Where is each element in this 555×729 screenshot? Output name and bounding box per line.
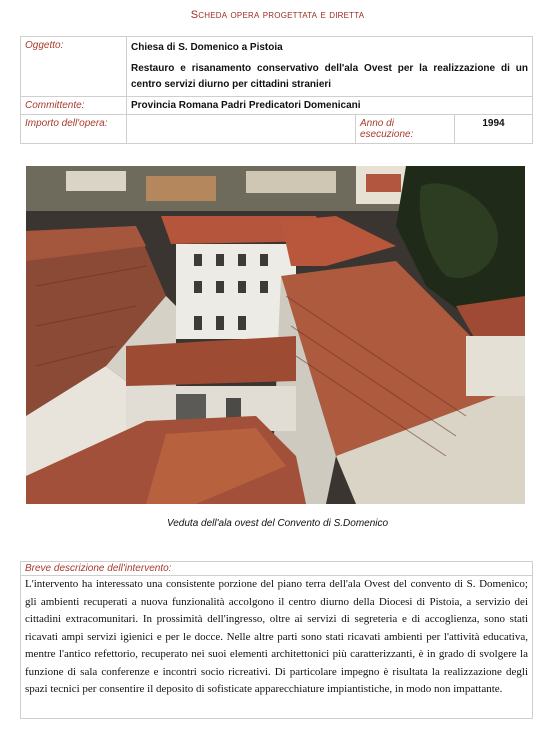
committente-value: Provincia Romana Padri Predicatori Domenicani bbox=[127, 97, 533, 115]
importo-label: Importo dell'opera: bbox=[21, 115, 127, 144]
oggetto-description: Restauro e risanamento conservativo dell'ala Ovest per la realizzazione di un centro servizi diurno per cittadini stranieri bbox=[131, 63, 528, 90]
sheet-title: Scheda opera progettata e diretta bbox=[190, 9, 365, 21]
oggetto-row bbox=[21, 37, 533, 97]
importo-row bbox=[21, 115, 533, 144]
oggetto-title: Chiesa di S. Domenico a Pistoia bbox=[131, 42, 283, 53]
photo-caption: Veduta dell'ala ovest del Convento di S.Domenico bbox=[166, 518, 389, 529]
description-text: L'intervento ha interessato una consistente porzione del piano terra dell'ala Ovest del convento di S. Domenico; gli ambienti recuperati a nuova funzionalità accolgono il centro diurno della Diocesi di Pistoia, a servizio dei cittadini extracomunitari. In prossimità dell'ingresso, oltre ai servizi di segreteria e di accoglienza, sono stati ricavati ampi servizi igienici e per le docce. Nelle altre parti sono stati ricavati ambienti per l'attività educativa, mentre l'antico refettorio, recuperato nei suoi elementi architettonici più caratterizzanti, è in grado di svolgere la funzione di sala conferenze e incontri socio ricreativi. Di particolare impegno è risultata la realizzazione degli spazi tecnici per consentire il deposito di sofisticate apparecchiature impiantistiche, in modo non impattante. bbox=[25, 578, 528, 695]
oggetto-value bbox=[127, 37, 533, 97]
info-table bbox=[20, 36, 533, 144]
description-title: Breve descrizione dell'intervento: bbox=[21, 562, 532, 576]
anno-value: 1994 bbox=[455, 115, 533, 144]
description-box bbox=[20, 561, 533, 719]
importo-value bbox=[127, 115, 356, 144]
anno-label: Anno di esecuzione: bbox=[356, 115, 455, 144]
convent-photo bbox=[26, 166, 525, 504]
committente-row bbox=[21, 97, 533, 115]
oggetto-label: Oggetto: bbox=[21, 37, 127, 97]
committente-label: Committente: bbox=[21, 97, 127, 115]
